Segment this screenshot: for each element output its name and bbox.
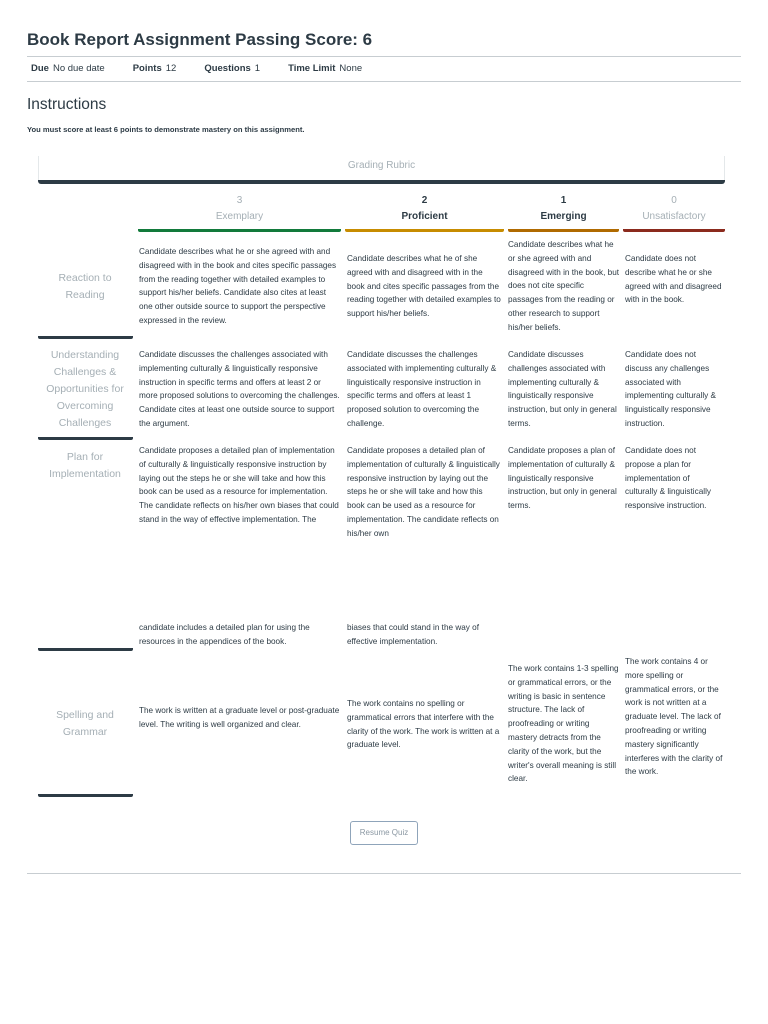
level-name: Exemplary [215, 211, 264, 222]
detail-value: No due date [52, 63, 105, 74]
rubric-cell: Candidate does not propose a plan for implementation of culturally & linguistically responsive instruction. [625, 446, 712, 511]
divider [27, 873, 741, 874]
rubric-cell: Candidate describes what he or she agreed with and disagreed with in the book, but does not cite specific passages from the reading or other research to support his/her beliefs. [508, 240, 620, 332]
rubric-title: Grading Rubric [347, 160, 416, 171]
rubric-cell: Candidate proposes a detailed plan of implementation of culturally & linguistically responsive instruction by laying out the steps he or she will take and how this book can be used as a resource for implementation. The candidate reflects on his/her own biases that could stand in the way of effective implementation. The [139, 446, 339, 524]
rubric-cell: Candidate proposes a plan of implementation of culturally & linguistically responsive instruction, but only in general terms. [508, 446, 617, 511]
rubric-header-bar [38, 180, 725, 184]
page-title: Book Report Assignment Passing Score: 6 [27, 30, 373, 49]
criterion-divider [38, 794, 133, 797]
level-name: Unsatisfactory [642, 211, 706, 222]
rubric-cell: The work contains 4 or more spelling or grammatical errors, or the work is not written at a graduate level. The lack of proofreading or writing mastery significantly interferes with the clarity of the work. [625, 657, 723, 777]
criterion-divider [38, 437, 133, 440]
level-color-bar [345, 229, 504, 232]
rubric-cell: Candidate discusses challenges associated with implementing culturally & linguistically responsive instruction, but only in general terms. [508, 350, 617, 428]
rubric-cell: Candidate does not discuss any challenges associated with implementing culturally & linguistically responsive instruction. [625, 350, 717, 428]
assignment-details [31, 63, 390, 74]
rubric-cell-continued: candidate includes a detailed plan for using the resources in the appendices of the book. [139, 623, 310, 646]
detail-label: Time Limit [288, 63, 336, 74]
criterion-spelling-and-grammar: Spelling and Grammar [56, 709, 114, 738]
rubric-cell: Candidate does not describe what he or she agreed with and disagreed with in the book. [625, 254, 722, 305]
rubric-cell: The work contains 1-3 spelling or grammatical errors, or the writing is basic in sentence structure. The lack of proofreading or writing mastery detracts from the clarity of the work, but the writer's overall meaning is still clear. [508, 664, 619, 784]
rubric-cell: Candidate discusses the challenges associated with implementing culturally & linguistically responsive instruction in specific terms and offers at least 2 or more proposed solutions to overcoming the challenges. Candidate cites at least one outside source to support the argument. [139, 350, 340, 428]
divider [27, 81, 741, 82]
rubric-cell: The work is written at a graduate level or post-graduate level. The writing is well organized and clear. [139, 706, 340, 729]
level-header-proficient [345, 193, 504, 225]
instructions-heading: Instructions [27, 96, 107, 113]
instructions-text: You must score at least 6 points to demonstrate mastery on this assignment. [27, 125, 305, 134]
level-header-emerging [508, 193, 619, 225]
level-header-unsatisfactory [623, 193, 725, 225]
detail-value: 12 [165, 63, 177, 74]
level-score: 3 [236, 195, 243, 206]
resume-quiz-button[interactable]: Resume Quiz [350, 821, 418, 845]
criterion-understanding-challenges: Understanding Challenges & Opportunities for Overcoming Challenges [46, 349, 124, 429]
level-score: 0 [671, 195, 677, 206]
rubric-cell: Candidate describes what he or she agreed with and disagreed with in the book and cites specific passages from the reading together with detailed examples to support his/her beliefs. Candidate also cites at least one other outside source to support the perspective expressed in the review. [139, 247, 337, 325]
detail-points [133, 63, 177, 74]
criterion-divider [38, 336, 133, 339]
level-name: Proficient [401, 211, 448, 222]
criterion-divider [38, 648, 133, 651]
detail-value: None [339, 63, 363, 74]
detail-time-limit [288, 63, 362, 74]
level-name: Emerging [540, 211, 587, 222]
criterion-reaction-to-reading: Reaction to Reading [58, 272, 112, 301]
level-color-bar [623, 229, 725, 232]
rubric-cell: Candidate describes what he of she agreed with and disagreed with in the book and cites specific passages from the reading together with detailed examples to support his/her beliefs. [347, 254, 501, 319]
detail-questions [204, 63, 260, 74]
divider [27, 56, 741, 57]
detail-label: Questions [204, 63, 251, 74]
criterion-plan-for-implementation: Plan for Implementation [49, 451, 121, 480]
level-header-exemplary [138, 193, 341, 225]
rubric-cell-continued: biases that could stand in the way of effective implementation. [347, 623, 479, 646]
detail-label: Points [132, 63, 162, 74]
detail-value: 1 [254, 63, 261, 74]
rubric-cell: Candidate discusses the challenges associated with implementing culturally & linguistically responsive instruction in specific terms and offers at least 1 proposed solution to overcoming the challenge. [347, 350, 497, 428]
level-score: 2 [421, 195, 428, 206]
level-color-bar [508, 229, 619, 232]
detail-due [31, 63, 105, 74]
level-score: 1 [560, 195, 567, 206]
rubric-cell: The work contains no spelling or grammatical errors that interfere with the clarity of the work. The work is written at a graduate level. [347, 699, 500, 750]
rubric-cell: Candidate proposes a detailed plan of implementation of culturally & linguistically responsive instruction by laying out the steps he or she will take and how this book can be used as a resource for implementation. The candidate reflects on his/her own [347, 446, 500, 538]
level-color-bar [138, 229, 341, 232]
detail-label: Due [31, 63, 49, 74]
